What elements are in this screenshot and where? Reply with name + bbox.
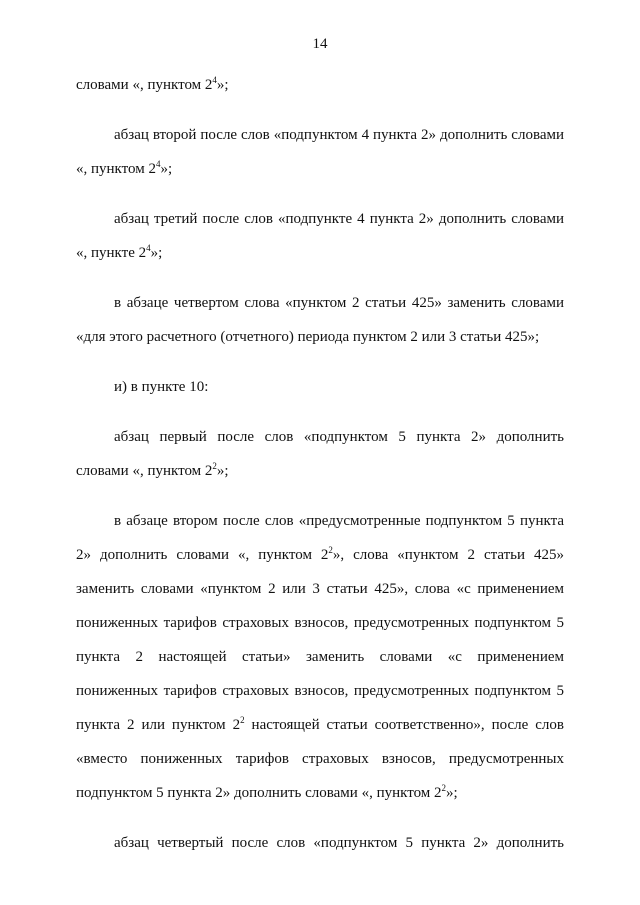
text-run: », слова «пунктом 2 статьи 425» заменить словами «пунктом 2 или 3 статьи 425», слова «с применением пониженных тарифов страховых взносов, предусмотренных подпунктом 5 пункта 2 настоящей статьи» заменить словами «с применением пониженных тарифов страховых взносов, предусмотренных подпунктом 5 пункта 2 или пунктом 2: [76, 547, 565, 733]
paragraph: [76, 826, 564, 860]
text-run: »;: [216, 463, 229, 479]
text-run: и) в пункте 10:: [114, 379, 209, 395]
paragraph: [76, 286, 564, 354]
text-run: абзац первый после слов «подпунктом 5 пункта 2» дополнить словами «, пунктом 2: [76, 429, 564, 479]
text-run: настоящей статьи соответственно», после слов «вместо пониженных тарифов страховых взносов, предусмотренных подпунктом 5 пункта 2» дополнить словами «, пунктом 2: [76, 717, 564, 801]
text-run: в абзаце четвертом слова «пунктом 2 статьи 425» заменить словами «для этого расчетного (отчетного) периода пунктом 2 или 3 статьи 425»;: [76, 295, 564, 345]
superscript: 4: [212, 75, 217, 85]
paragraph: [76, 118, 564, 186]
page-number: 14: [312, 36, 328, 52]
superscript: 2: [212, 461, 217, 471]
superscript: 2: [328, 545, 333, 555]
text-run: в абзаце втором после слов «предусмотренные подпунктом 5 пункта 2» дополнить словами «, пунктом 2: [76, 513, 564, 563]
text-run: »;: [160, 161, 173, 177]
paragraph: [76, 68, 564, 102]
text-run: »;: [446, 785, 458, 801]
text-run: словами «, пунктом 2: [76, 77, 213, 93]
paragraph: [76, 370, 564, 404]
paragraph: [76, 202, 564, 270]
superscript: 4: [146, 243, 151, 253]
paragraph: [76, 504, 564, 810]
superscript: 2: [441, 783, 447, 793]
superscript: 2: [240, 715, 245, 725]
text-run: абзац третий после слов «подпункте 4 пункта 2» дополнить словами «, пункте 2: [76, 211, 564, 261]
text-run: абзац четвертый после слов «подпунктом 5 пункта 2» дополнить: [114, 835, 564, 851]
document-body: [76, 68, 564, 876]
text-run: »;: [150, 245, 163, 261]
text-run: »;: [216, 77, 229, 93]
paragraph: [76, 420, 564, 488]
text-run: абзац второй после слов «подпунктом 4 пункта 2» дополнить словами «, пунктом 2: [76, 127, 564, 177]
superscript: 4: [155, 159, 161, 169]
